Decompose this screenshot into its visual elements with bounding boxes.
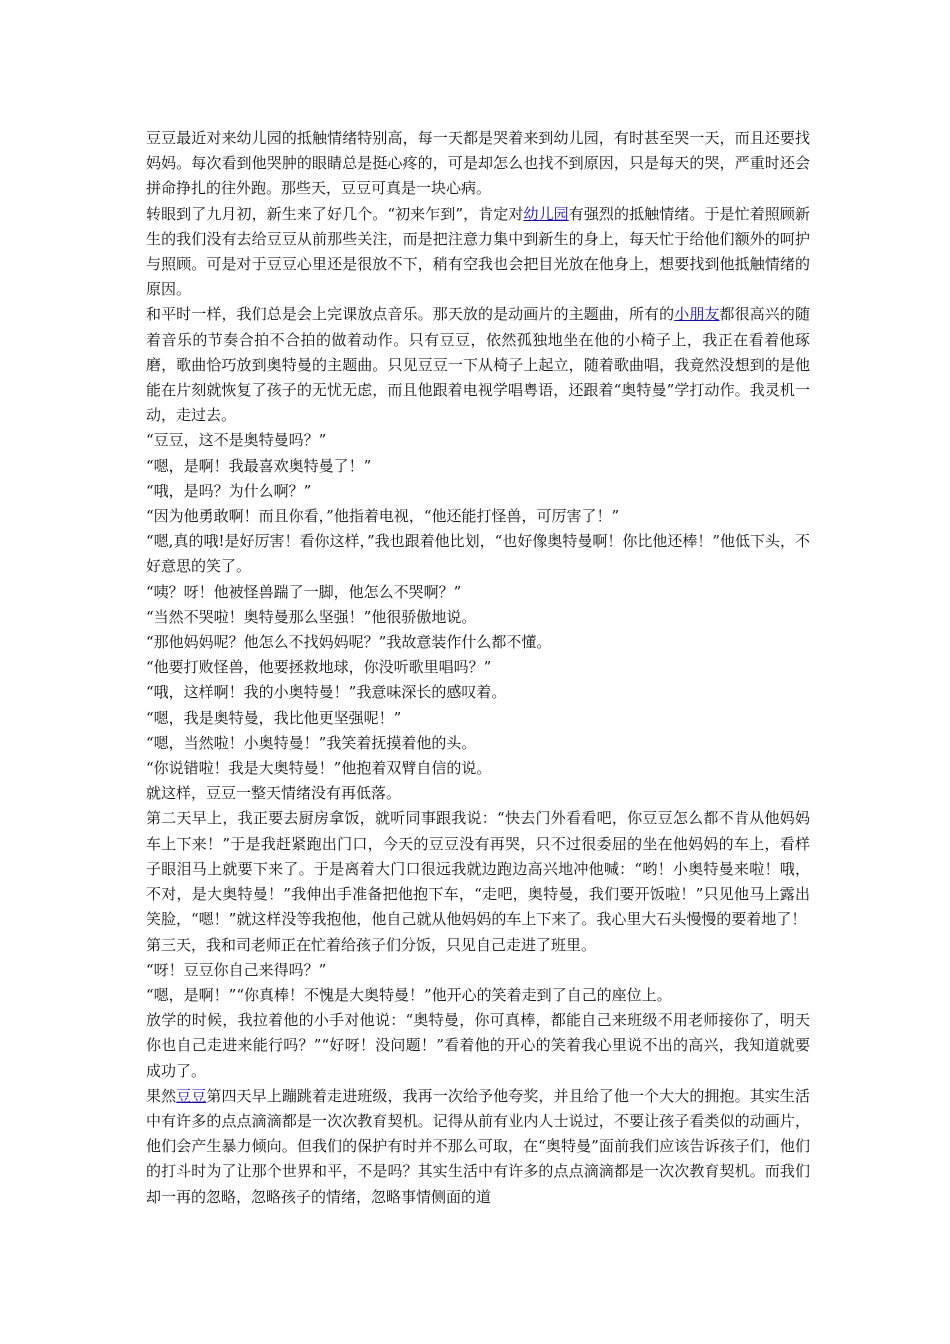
paragraph	[146, 479, 810, 504]
paragraph-text: 第三天，我和司老师正在忙着给孩子们分饭，只见自己走进了班里。	[146, 935, 597, 954]
paragraph-text: 都很高兴的随着音乐的节奏合拍不合拍的做着动作。只有豆豆，依然孤独地坐在他的小椅子上，我正在看着他琢磨，歌曲恰巧放到奥特曼的主题曲。只见豆豆一下从椅子上起立，随着歌曲唱，我竟然没想到的是他能在片刻就恢复了孩子的无忧无虑，而且他跟着电视学唱粤语，还跟着“奥特曼”学打动作。我灵机一动，走过去。	[146, 305, 810, 425]
paragraph-text: “呀！豆豆你自己来得吗？”	[146, 960, 327, 979]
paragraph	[146, 958, 810, 983]
article-body	[146, 126, 810, 1210]
paragraph	[146, 454, 810, 479]
paragraph-text: “你说错啦！我是大奥特曼！”他抱着双臂自信的说。	[146, 759, 492, 778]
paragraph	[146, 706, 810, 731]
paragraph	[146, 806, 810, 932]
inline-link[interactable]: 幼儿园	[523, 204, 569, 223]
paragraph	[146, 202, 810, 303]
paragraph	[146, 983, 810, 1008]
paragraph-text: “嗯，我是奥特曼，我比他更坚强呢！”	[146, 708, 402, 727]
paragraph-text: “嗯，是啊！”“你真棒！不愧是大奥特曼！”他开心的笑着走到了自己的座位上。	[146, 985, 672, 1004]
paragraph-text: 转眼到了九月初，新生来了好几个。“初来乍到”，肯定对	[146, 204, 524, 223]
paragraph	[146, 680, 810, 705]
paragraph-text: 果然	[146, 1086, 177, 1105]
paragraph-text: 就这样，豆豆一整天情绪没有再低落。	[146, 784, 402, 803]
paragraph	[146, 529, 810, 579]
paragraph	[146, 655, 810, 680]
paragraph-text: “哦，是吗？为什么啊？”	[146, 481, 312, 500]
paragraph-text: “他要打败怪兽，他要拯救地球，你没听歌里唱吗？”	[146, 658, 492, 677]
paragraph	[146, 756, 810, 781]
paragraph	[146, 933, 810, 958]
paragraph	[146, 1084, 810, 1210]
paragraph-text: 放学的时候，我拉着他的小手对他说：“奥特曼，你可真棒，都能自己来班级不用老师接你了，明天你也自己走进来能行吗？”“好呀！没问题！”看着他的开心的笑着我心里说不出的高兴，我知道就要成功了。	[146, 1011, 810, 1080]
paragraph-text: 豆豆最近对来幼儿园的抵触情绪特别高，每一天都是哭着来到幼儿园，有时甚至哭一天，而且还要找妈妈。每次看到他哭肿的眼睛总是挺心疼的，可是却怎么也找不到原因，只是每天的哭，严重时还会拼命挣扎的往外跑。那些天，豆豆可真是一块心病。	[146, 129, 810, 198]
paragraph-text: “嗯，是啊！我最喜欢奥特曼了！”	[146, 456, 372, 475]
paragraph	[146, 605, 810, 630]
paragraph-text: “因为他勇敢啊！而且你看，”他指着电视，“他还能打怪兽，可厉害了！”	[146, 507, 620, 526]
paragraph	[146, 126, 810, 202]
paragraph	[146, 428, 810, 453]
paragraph-text: 第二天早上，我正要去厨房拿饭，就听同事跟我说：“快去门外看看吧，你豆豆怎么都不肯从他妈妈车上下来！”于是我赶紧跑出门口，今天的豆豆没有再哭，只不过很委屈的坐在他妈妈的车上，看样子眼泪马上就要下来了。于是离着大门口很远我就边跑边高兴地冲他喊：“哟！小奥特曼来啦！哦，不对，是大奥特曼！”我伸出手准备把他抱下车，“走吧，奥特曼，我们要开饭啦！”只见他马上露出笑脸，“嗯！”就这样没等我抱他，他自己就从他妈妈的车上下来了。我心里大石头慢慢的要着地了！	[146, 809, 810, 929]
paragraph	[146, 781, 810, 806]
paragraph-text: “豆豆，这不是奥特曼吗？”	[146, 431, 327, 450]
paragraph-text: “咦？呀！他被怪兽踹了一脚，他怎么不哭啊？”	[146, 582, 462, 601]
paragraph-text: “当然不哭啦！奥特曼那么坚强！”他很骄傲地说。	[146, 607, 477, 626]
paragraph-text: “嗯,真的哦!是好厉害！看你这样，”我也跟着他比划，“也好像奥特曼啊！你比他还棒！”他低下头，不好意思的笑了。	[146, 532, 810, 576]
paragraph-text: 第四天早上蹦跳着走进班级，我再一次给予他夸奖，并且给了他一个大大的拥抱。其实生活中有许多的点点滴滴都是一次次教育契机。记得从前有业内人士说过，不要让孩子看类似的动画片，他们会产生暴力倾向。但我们的保护有时并不那么可取，在“奥特曼”面前我们应该告诉孩子们，他们的打斗时为了让那个世界和平，不是吗？其实生活中有许多的点点滴滴都是一次次教育契机。而我们却一再的忽略，忽略孩子的情绪，忽略事情侧面的道	[146, 1086, 810, 1206]
paragraph-text: “那他妈妈呢？他怎么不找妈妈呢？”我故意装作什么都不懂。	[146, 633, 552, 652]
inline-link[interactable]: 豆豆	[176, 1086, 207, 1105]
paragraph-text: 有强烈的抵触情绪。于是忙着照顾新生的我们没有去给豆豆从前那些关注，而是把注意力集中到新生的身上，每天忙于给他们额外的呵护与照顾。可是对于豆豆心里还是很放不下，稍有空我也会把目光放在他身上，想要找到他抵触情绪的原因。	[146, 204, 810, 299]
paragraph	[146, 302, 810, 428]
paragraph	[146, 731, 810, 756]
inline-link[interactable]: 小朋友	[674, 305, 720, 324]
paragraph	[146, 630, 810, 655]
paragraph	[146, 1008, 810, 1084]
paragraph	[146, 504, 810, 529]
paragraph-text: 和平时一样，我们总是会上完课放点音乐。那天放的是动画片的主题曲，所有的	[146, 305, 675, 324]
paragraph-text: “哦，这样啊！我的小奥特曼！”我意味深长的感叹着。	[146, 683, 507, 702]
paragraph	[146, 580, 810, 605]
paragraph-text: “嗯，当然啦！小奥特曼！”我笑着抚摸着他的头。	[146, 733, 477, 752]
